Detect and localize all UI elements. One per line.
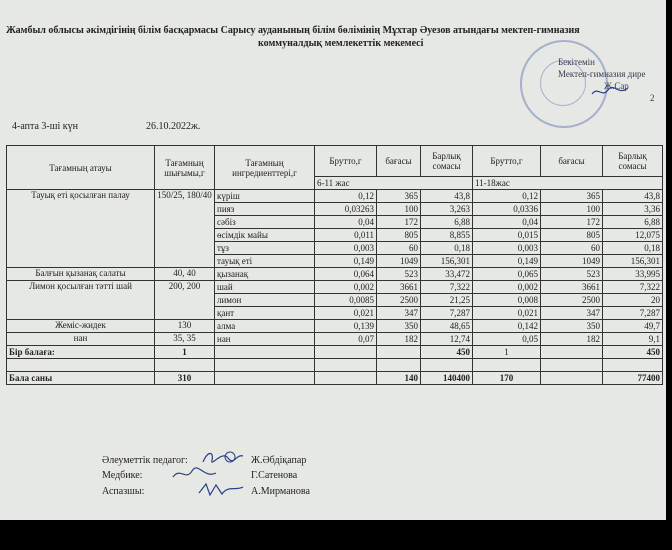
total-11-18: 33,995	[603, 268, 663, 281]
price-11-18: 347	[541, 307, 603, 320]
ingredient-name: өсімдік майы	[215, 229, 315, 242]
ingredient-name: тұз	[215, 242, 315, 255]
dish-yield: 130	[155, 320, 215, 333]
per-child-total-1: 450	[421, 346, 473, 359]
total-6-11: 6,88	[421, 216, 473, 229]
dish-name: Лимон қосылған тәтті шай	[7, 281, 155, 320]
signature-role-1: Медбике:	[102, 470, 143, 481]
price-11-18: 805	[541, 229, 603, 242]
total-6-11: 8,855	[421, 229, 473, 242]
total-11-18: 7,287	[603, 307, 663, 320]
total-11-18: 0,18	[603, 242, 663, 255]
price-11-18: 60	[541, 242, 603, 255]
signature-name-2: А.Мирманова	[251, 486, 310, 497]
gross-6-11: 0,04	[315, 216, 377, 229]
gross-11-18: 0,12	[473, 190, 541, 203]
per-child-row	[7, 346, 663, 359]
gross-11-18: 0,003	[473, 242, 541, 255]
ingredient-name: шай	[215, 281, 315, 294]
price-6-11: 172	[377, 216, 421, 229]
price-6-11: 1049	[377, 255, 421, 268]
dish-name: Жеміс-жидек	[7, 320, 155, 333]
total-6-11: 0,18	[421, 242, 473, 255]
gross-11-18: 0,04	[473, 216, 541, 229]
header-line-2: коммуналдық мемлекеттік мекемесі	[258, 38, 424, 49]
total-11-18: 156,301	[603, 255, 663, 268]
gross-11-18: 0,142	[473, 320, 541, 333]
col-price-1: бағасы	[377, 146, 421, 177]
dish-yield: 35, 35	[155, 333, 215, 346]
price-6-11: 347	[377, 307, 421, 320]
total-11-18: 7,322	[603, 281, 663, 294]
gross-11-18: 0,05	[473, 333, 541, 346]
gross-6-11: 0,021	[315, 307, 377, 320]
col-gross-2: Брутто,г	[473, 146, 541, 177]
gross-6-11: 0,07	[315, 333, 377, 346]
price-6-11: 2500	[377, 294, 421, 307]
approval-line-3: Ж.Сар	[604, 81, 629, 91]
children-count-row	[7, 372, 663, 385]
gross-11-18: 0,021	[473, 307, 541, 320]
price-6-11: 3661	[377, 281, 421, 294]
total-6-11: 21,25	[421, 294, 473, 307]
total-6-11: 33,472	[421, 268, 473, 281]
signature-role-0: Әлеуметтік педагог:	[102, 455, 188, 466]
total-6-11: 7,287	[421, 307, 473, 320]
price-11-18: 172	[541, 216, 603, 229]
gross-6-11: 0,0085	[315, 294, 377, 307]
gross-11-18: 0,015	[473, 229, 541, 242]
children-count-total-1: 140400	[421, 372, 473, 385]
gross-6-11: 0,149	[315, 255, 377, 268]
total-11-18: 9,1	[603, 333, 663, 346]
per-child-yield: 1	[155, 346, 215, 359]
table-row	[7, 333, 663, 346]
children-count-yield: 310	[155, 372, 215, 385]
total-6-11: 12,74	[421, 333, 473, 346]
dish-yield: 150/25, 180/40	[155, 190, 215, 268]
total-11-18: 12,075	[603, 229, 663, 242]
gross-6-11: 0,011	[315, 229, 377, 242]
dish-name: Тауық еті қосылған палау	[7, 190, 155, 268]
price-6-11: 523	[377, 268, 421, 281]
approval-line-2: Мектеп-гимназия дире	[558, 69, 646, 79]
price-11-18: 182	[541, 333, 603, 346]
approval-line-1: Бекітемін	[558, 57, 595, 67]
total-6-11: 48,65	[421, 320, 473, 333]
total-6-11: 43,8	[421, 190, 473, 203]
gross-6-11: 0,12	[315, 190, 377, 203]
table-row	[7, 190, 663, 203]
col-total-1: Барлық сомасы	[421, 146, 473, 177]
children-count-gross-2: 170	[473, 372, 541, 385]
ingredient-name: қант	[215, 307, 315, 320]
price-6-11: 182	[377, 333, 421, 346]
gross-11-18: 0,0336	[473, 203, 541, 216]
ingredient-name: сәбіз	[215, 216, 315, 229]
price-11-18: 523	[541, 268, 603, 281]
gross-11-18: 0,149	[473, 255, 541, 268]
approval-line-4: 2	[650, 93, 655, 103]
ingredient-name: алма	[215, 320, 315, 333]
gross-6-11: 0,139	[315, 320, 377, 333]
col-total-2: Барлық сомасы	[603, 146, 663, 177]
ingredient-name: пияз	[215, 203, 315, 216]
signature-name-1: Г.Сатенова	[251, 470, 298, 481]
ingredient-name: қызанақ	[215, 268, 315, 281]
price-11-18: 350	[541, 320, 603, 333]
per-child-gross-2: 1	[473, 346, 541, 359]
price-11-18: 2500	[541, 294, 603, 307]
total-11-18: 20	[603, 294, 663, 307]
per-child-label: Бір балаға:	[7, 346, 155, 359]
signature-role-2: Аспазшы:	[102, 486, 145, 497]
table-row	[7, 281, 663, 294]
total-6-11: 7,322	[421, 281, 473, 294]
table-row	[7, 268, 663, 281]
total-11-18: 43,8	[603, 190, 663, 203]
dish-name: Балғын қызанақ салаты	[7, 268, 155, 281]
price-6-11: 60	[377, 242, 421, 255]
age-group-2: 11-18жас	[473, 177, 663, 190]
ingredient-name: лимон	[215, 294, 315, 307]
gross-11-18: 0,002	[473, 281, 541, 294]
price-6-11: 365	[377, 190, 421, 203]
dish-yield: 200, 200	[155, 281, 215, 320]
total-11-18: 49,7	[603, 320, 663, 333]
dish-yield: 40, 40	[155, 268, 215, 281]
week-day-label: 4-апта 3-ші күн	[12, 121, 78, 132]
total-6-11: 3,263	[421, 203, 473, 216]
gross-6-11: 0,03263	[315, 203, 377, 216]
director-signature	[590, 84, 630, 98]
signature-name-0: Ж.Әбдіқапар	[251, 455, 307, 466]
per-child-total-2: 450	[603, 346, 663, 359]
children-count-price-1: 140	[377, 372, 421, 385]
dish-name: нан	[7, 333, 155, 346]
gross-6-11: 0,003	[315, 242, 377, 255]
total-6-11: 156,301	[421, 255, 473, 268]
children-count-total-2: 77400	[603, 372, 663, 385]
price-11-18: 1049	[541, 255, 603, 268]
menu-rows	[7, 190, 663, 346]
age-group-1: 6-11 жас	[315, 177, 473, 190]
total-11-18: 6,88	[603, 216, 663, 229]
children-count-label: Бала саны	[7, 372, 155, 385]
col-dish: Тағамның атауы	[7, 146, 155, 190]
ingredient-name: күріш	[215, 190, 315, 203]
menu-date: 26.10.2022ж.	[146, 121, 201, 132]
cook-signature	[196, 481, 246, 499]
ingredient-name: нан	[215, 333, 315, 346]
menu-table	[6, 145, 663, 385]
table-row	[7, 320, 663, 333]
col-price-2: бағасы	[541, 146, 603, 177]
table-header-row	[7, 146, 663, 177]
gross-11-18: 0,065	[473, 268, 541, 281]
price-6-11: 350	[377, 320, 421, 333]
price-11-18: 3661	[541, 281, 603, 294]
gross-6-11: 0,002	[315, 281, 377, 294]
price-11-18: 100	[541, 203, 603, 216]
ingredient-name: тауық еті	[215, 255, 315, 268]
gross-11-18: 0,008	[473, 294, 541, 307]
price-11-18: 365	[541, 190, 603, 203]
col-gross-1: Брутто,г	[315, 146, 377, 177]
col-yield: Тағамның шығымы,г	[155, 146, 215, 190]
col-ingredients: Тағамның ингредиенттері,г	[215, 146, 315, 190]
spacer-row	[7, 359, 663, 372]
header-line-1: Жамбыл облысы әкімдігінің білім басқармасы Сарысу ауданының білім бөлімінің Мұхтар Әуезов атындағы мектеп-гимназия	[6, 25, 580, 36]
price-6-11: 100	[377, 203, 421, 216]
price-6-11: 805	[377, 229, 421, 242]
gross-6-11: 0,064	[315, 268, 377, 281]
total-11-18: 3,36	[603, 203, 663, 216]
